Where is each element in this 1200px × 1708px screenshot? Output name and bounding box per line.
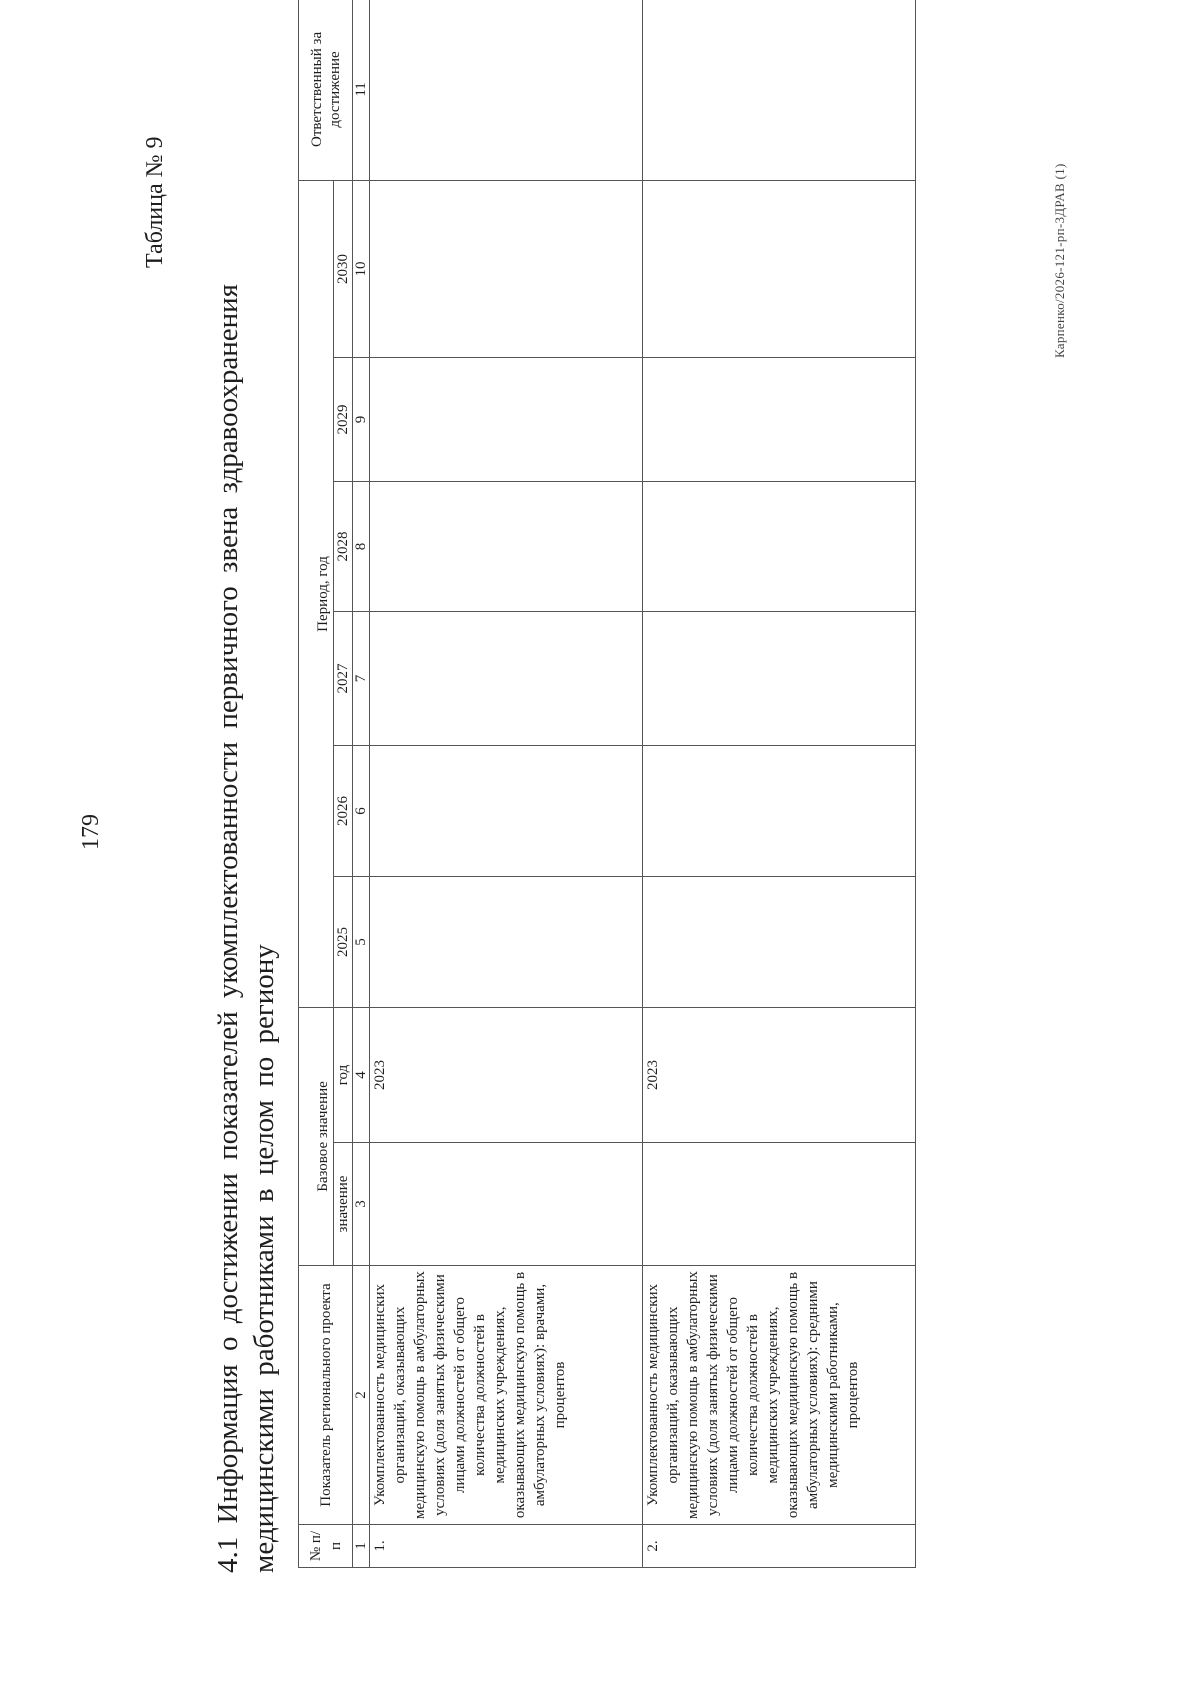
header-num: № п/п <box>299 1525 353 1568</box>
document-heading: 4.1 Информация о достижении показателей укомплектованности первичного звена здравоохранения медицинскими работниками в целом по региону <box>212 284 280 1573</box>
row-num: 1. <box>370 1525 643 1568</box>
header-base-value: значение <box>334 1143 353 1266</box>
document-code: Карпенко/2026-121-рп-3ДРАВ (1) <box>1052 163 1067 358</box>
column-number: 10 <box>353 180 370 357</box>
row-value-2030 <box>643 180 916 357</box>
row-base-year: 2023 <box>643 1007 916 1142</box>
header-year-2028: 2028 <box>334 481 353 611</box>
header-indicator: Показатель регионального проекта <box>299 1266 353 1525</box>
row-indicator: Укомплектованность медицинских организаций, оказывающих медицинскую помощь в амбулаторных условиях (доля занятых физическими лицами должностей от общего количества должностей в медицинских учреждениях, оказывающих медицинскую помощь в амбулаторных условиях): врачами, процентов <box>370 1266 643 1525</box>
row-value-2025 <box>370 876 643 1007</box>
column-number: 2 <box>353 1266 370 1525</box>
header-base-year: год <box>334 1007 353 1142</box>
header-year-2030: 2030 <box>334 180 353 357</box>
column-number: 6 <box>353 745 370 876</box>
table-number: Таблица № 9 <box>142 136 168 268</box>
column-number: 8 <box>353 481 370 611</box>
header-year-2029: 2029 <box>334 357 353 481</box>
row-value-2028 <box>643 481 916 611</box>
column-number: 7 <box>353 611 370 745</box>
row-responsible <box>643 0 916 180</box>
row-value-2026 <box>370 745 643 876</box>
header-responsible: Ответственный за достижение <box>299 0 353 180</box>
row-value-2026 <box>643 745 916 876</box>
row-num: 2. <box>643 1525 916 1568</box>
row-value-2029 <box>370 357 643 481</box>
column-number: 1 <box>353 1525 370 1568</box>
row-responsible <box>370 0 643 180</box>
table-row <box>370 0 643 1568</box>
header-period-group: Период, год <box>299 180 334 1007</box>
page-number: 179 <box>78 814 104 850</box>
column-number: 3 <box>353 1143 370 1266</box>
row-indicator: Укомплектованность медицинских организаций, оказывающих медицинскую помощь в амбулаторных условиях (доля занятых физическими лицами должностей от общего количества должностей в медицинских учреждениях, оказывающих медицинскую помощь в амбулаторных условиях): средними медицинскими работниками, процентов <box>643 1266 916 1525</box>
table-row <box>643 0 916 1568</box>
row-value-2030 <box>370 180 643 357</box>
row-base-value <box>370 1143 643 1266</box>
row-value-2027 <box>370 611 643 745</box>
row-base-year: 2023 <box>370 1007 643 1142</box>
row-value-2029 <box>643 357 916 481</box>
column-number: 11 <box>353 0 370 180</box>
row-value-2028 <box>370 481 643 611</box>
row-base-value <box>643 1143 916 1266</box>
column-number: 9 <box>353 357 370 481</box>
column-number: 5 <box>353 876 370 1007</box>
header-base-group: Базовое значение <box>299 1007 334 1265</box>
row-value-2027 <box>643 611 916 745</box>
row-value-2025 <box>643 876 916 1007</box>
column-number: 4 <box>353 1007 370 1142</box>
header-year-2027: 2027 <box>334 611 353 745</box>
indicators-table <box>298 0 916 1568</box>
header-year-2026: 2026 <box>334 745 353 876</box>
header-year-2025: 2025 <box>334 876 353 1007</box>
column-numbers-row <box>353 0 370 1568</box>
